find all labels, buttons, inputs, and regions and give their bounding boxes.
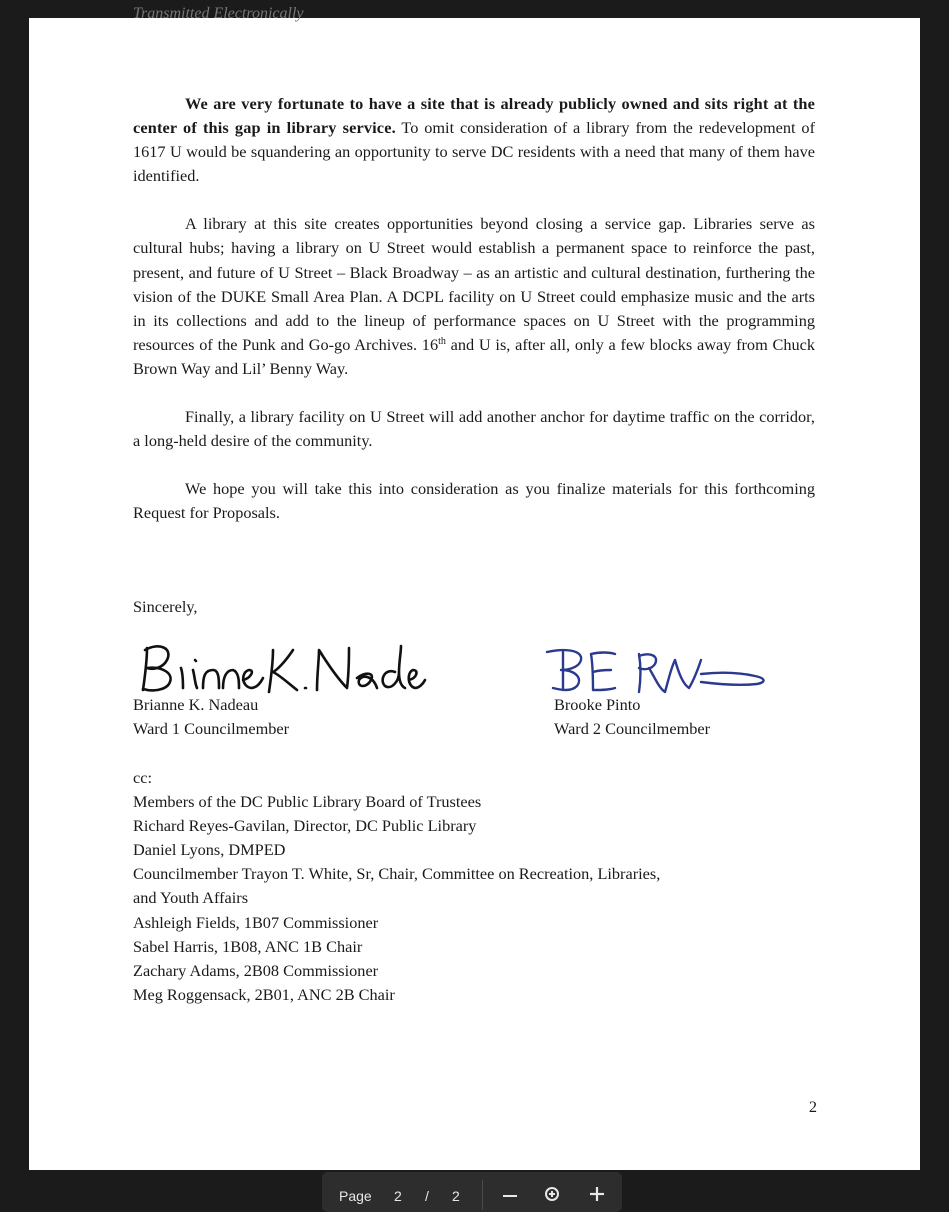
add-button[interactable] — [584, 1180, 610, 1206]
zoom-in-icon — [540, 1180, 566, 1206]
total-pages: 2 — [452, 1188, 460, 1204]
cc-recipient: Members of the DC Public Library Board of Trustees — [133, 792, 482, 812]
signatory-1 — [133, 693, 289, 741]
cc-recipient: Ashleigh Fields, 1B07 Commissioner — [133, 912, 379, 932]
paragraph-1-bold: We are very fortunate to have a site that is already publicly owned and sits right at the center of this gap in library service. — [133, 94, 815, 138]
ordinal-suffix: th — [438, 335, 446, 347]
paragraph-1 — [133, 92, 815, 188]
plus-icon — [584, 1180, 610, 1206]
paragraph-4: We hope you will take this into consideration as you finalize materials for this forthcoming Request for Proposals. — [133, 479, 815, 523]
current-page-input[interactable]: 2 — [394, 1188, 402, 1204]
letter-body — [133, 92, 815, 549]
paragraph-2 — [133, 212, 815, 381]
cc-list — [133, 766, 833, 1007]
cc-recipient: Sabel Harris, 1B08, ANC 1B Chair — [133, 936, 363, 956]
document-page — [29, 5, 920, 1170]
paragraph-3: Finally, a library facility on U Street will add another anchor for daytime traffic on the corridor, a long-held desire of the community. — [133, 407, 815, 451]
signatory-1-name: Brianne K. Nadeau — [133, 695, 259, 714]
cc-recipient: Daniel Lyons, DMPED — [133, 840, 286, 860]
pdf-viewer-toolbar — [322, 1172, 622, 1212]
signatory-2-name: Brooke Pinto — [554, 695, 641, 714]
paragraph-2-after: and U is, after all, only a few blocks away from Chuck Brown Way and Lil’ Benny Way. — [133, 334, 815, 378]
cc-recipient: and Youth Affairs — [133, 888, 249, 908]
toolbar-divider — [482, 1180, 483, 1210]
zoom-out-button[interactable] — [497, 1180, 523, 1206]
cc-recipient: Zachary Adams, 2B08 Commissioner — [133, 960, 379, 980]
signatory-2-title: Ward 2 Councilmember — [554, 719, 711, 738]
page-number: 2 — [808, 1097, 817, 1116]
signatory-2 — [554, 693, 710, 741]
signature-brianne-nadeau — [133, 632, 433, 698]
zoom-in-button[interactable] — [540, 1180, 566, 1206]
cc-recipient: Councilmember Trayon T. White, Sr, Chair, Committee on Recreation, Libraries, — [133, 864, 661, 884]
paragraph-1-rest: To omit consideration of a library from the redevelopment of 1617 U would be squandering an opportunity to serve DC residents with a need that many of them have identified. — [133, 118, 815, 186]
page-label: Page — [339, 1188, 372, 1204]
transmitted-electronically-stamp: Transmitted Electronically — [133, 5, 304, 22]
cc-label: cc: — [133, 768, 152, 787]
cc-recipient: Meg Roggensack, 2B01, ANC 2B Chair — [133, 984, 395, 1004]
closing-salutation: Sincerely, — [133, 597, 198, 616]
page-separator: / — [425, 1188, 429, 1204]
paragraph-2-before: A library at this site creates opportunities beyond closing a service gap. Libraries serve as cultural hubs; having a library on U Street would establish a permanent space to reinforce the past, present, and future of U Street – Black Broadway – as an artistic and cultural destination, furthering the vision of the DUKE Small Area Plan. A DCPL facility on U Street could emphasize music and the arts in its collections and add to the lineup of performance spaces on U Street with the programming resources of the Punk and Go-go Archives. 16 — [133, 214, 815, 354]
signatory-1-title: Ward 1 Councilmember — [133, 719, 290, 738]
zoom-out-icon — [497, 1180, 523, 1206]
cc-recipient: Richard Reyes-Gavilan, Director, DC Public Library — [133, 816, 477, 836]
